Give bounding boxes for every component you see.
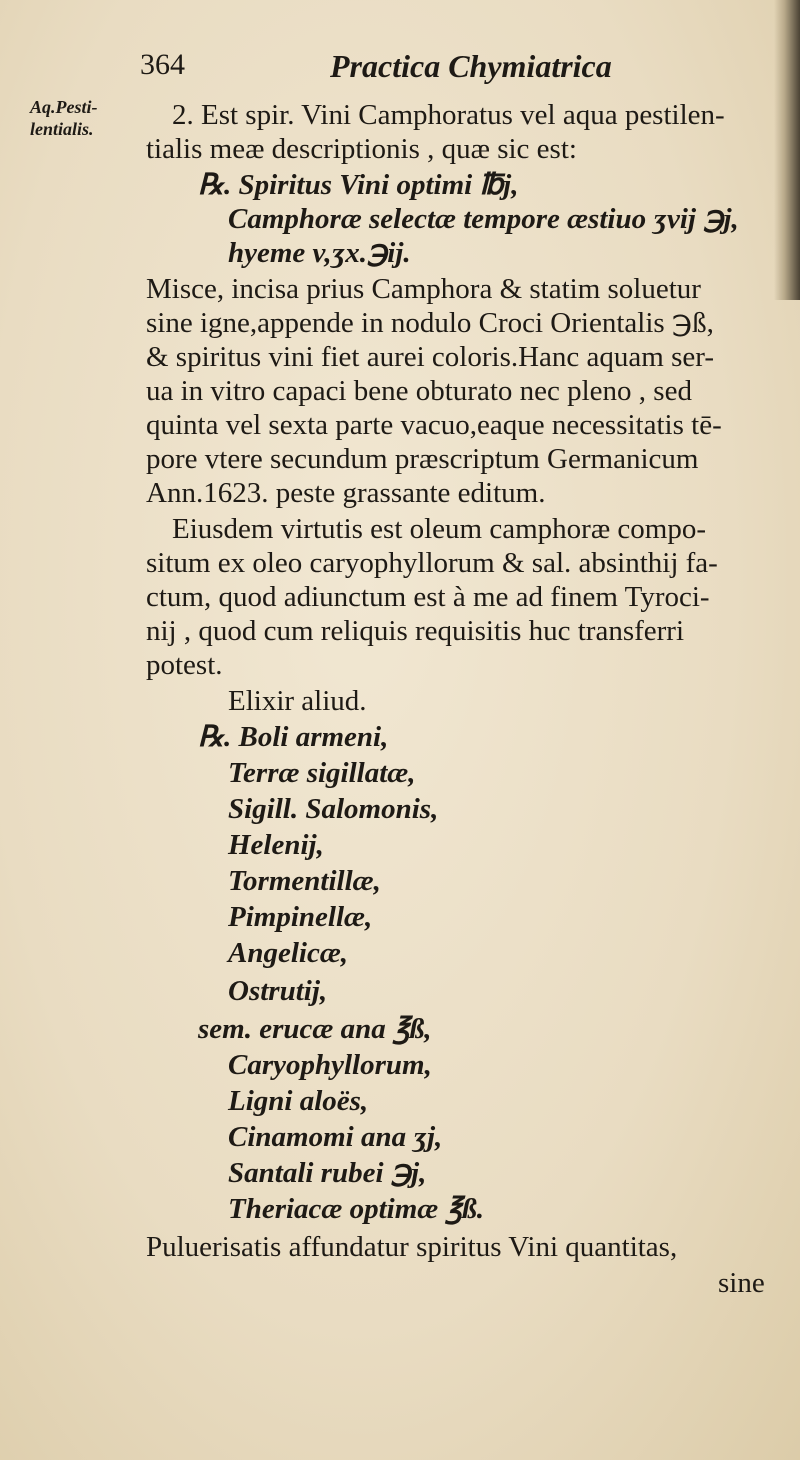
text-line: quinta vel sexta parte vacuo,eaque necessitatis tē-	[146, 409, 722, 441]
text-line: Eiusdem virtutis est oleum camphoræ compo-	[172, 513, 706, 545]
recipe-line: Ostrutij,	[228, 975, 328, 1007]
text-line: Misce, incisa prius Camphora & statim soluetur	[146, 273, 701, 305]
recipe-line: Tormentillæ,	[228, 865, 381, 897]
page-number: 364	[140, 48, 185, 81]
recipe-line: ℞. Spiritus Vini optimi ℔j,	[198, 169, 519, 201]
text-line: Ann.1623. peste grassante editum.	[146, 477, 546, 509]
text-line: potest.	[146, 649, 223, 681]
recipe-line: Caryophyllorum,	[228, 1049, 432, 1081]
recipe-line: Pimpinellæ,	[228, 901, 373, 933]
text-line: Puluerisatis affundatur spiritus Vini quantitas,	[146, 1231, 678, 1263]
recipe-line: ℞. Boli armeni,	[198, 721, 389, 753]
recipe-line: sem. erucæ ana ℥ß,	[198, 1013, 432, 1045]
recipe-line: hyeme v,ʒx.℈ij.	[228, 237, 411, 269]
text-line: tialis meæ descriptionis , quæ sic est:	[146, 133, 577, 165]
text-line: nij , quod cum reliquis requisitis huc transferri	[146, 615, 685, 647]
text-line: & spiritus vini fiet aurei coloris.Hanc aquam ser-	[146, 341, 714, 373]
catchword: sine	[718, 1267, 765, 1299]
recipe-line: Theriacæ optimæ ℥ß.	[228, 1193, 484, 1225]
text-line: ctum, quod adiunctum est à me ad finem Tyroci-	[146, 581, 710, 613]
text-line: sine igne,appende in nodulo Croci Orientalis ℈ß,	[146, 307, 714, 339]
text-line: pore vtere secundum præscriptum Germanicum	[146, 443, 699, 475]
recipe-line: Ligni aloës,	[228, 1085, 369, 1117]
recipe-line: Cinamomi ana ʒj,	[228, 1121, 443, 1153]
text-line: ua in vitro capaci bene obturato nec pleno , sed	[146, 375, 692, 407]
running-title: Practica Chymiatrica	[330, 48, 612, 84]
recipe-line: Terræ sigillatæ,	[228, 757, 416, 789]
text-line: 2. Est spir. Vini Camphoratus vel aqua pestilen-	[172, 99, 725, 131]
recipe-line: Santali rubei ℈j,	[228, 1157, 427, 1189]
recipe-line: Angelicæ,	[228, 937, 349, 969]
margin-note-line: Aq.Pesti-	[30, 97, 98, 117]
recipe-line: Camphoræ selectæ tempore æstiuo ʒvij ℈j,	[228, 203, 739, 235]
text-line: situm ex oleo caryophyllorum & sal. absinthij fa-	[146, 547, 718, 579]
recipe-line: Helenij,	[228, 829, 324, 861]
recipe-line: Sigill. Salomonis,	[228, 793, 439, 825]
margin-note-line: lentialis.	[30, 119, 94, 139]
section-heading: Elixir aliud.	[228, 685, 367, 717]
